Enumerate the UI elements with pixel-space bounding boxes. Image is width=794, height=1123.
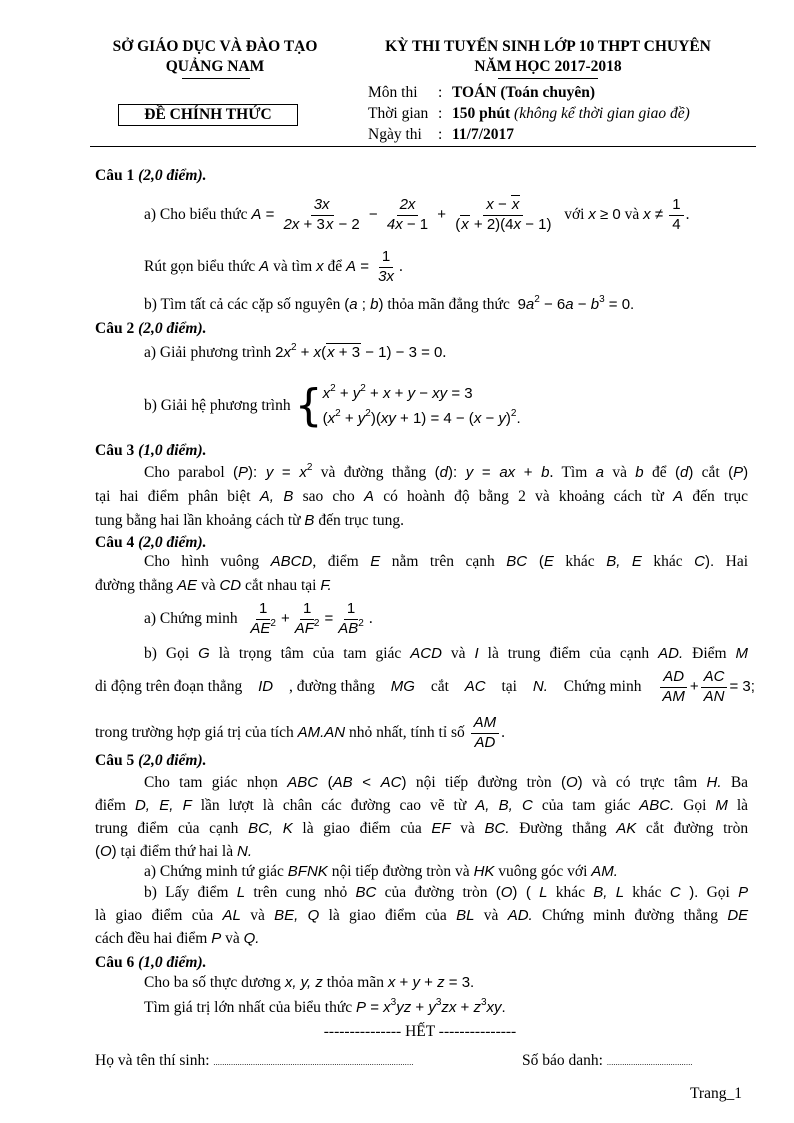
colon: : bbox=[438, 84, 443, 101]
official-exam-badge: ĐỀ CHÍNH THỨC bbox=[118, 104, 298, 126]
question-6-title: Câu 6 (1,0 điểm). bbox=[95, 954, 207, 971]
date-value: 11/7/2017 bbox=[452, 126, 515, 143]
question-3-line-3: tung bằng hai lần khoảng cách từ B đến trục tung. bbox=[95, 512, 404, 529]
school-year: NĂM HỌC 2017-2018 bbox=[474, 58, 622, 75]
colon: : bbox=[438, 105, 443, 122]
question-4b-line-1: b) Gọi G là trọng tâm của tam giác ACD và I là trung điểm của cạnh AD. Điểm M bbox=[144, 645, 749, 662]
question-5b-line-2: là giao điểm của AL và BE, Q là giao điểm của BL và AD. Chứng minh đường thẳng DE bbox=[95, 907, 749, 924]
question-4-intro-2: đường thẳng AE và CD cắt nhau tại F. bbox=[95, 577, 332, 594]
question-4a: a) Chứng minh $\frac{1}{AE^2}$ + $\frac{1}{AF^2}$ = $\frac{1}{AB^2}$ . bbox=[144, 600, 373, 637]
question-5-line-1: Cho tam giác nhọn ABC (AB < AC) nội tiếp đường tròn (O) và có trực tâm H. Ba bbox=[144, 774, 749, 791]
end-marker: --------------- HẾT --------------- bbox=[323, 1023, 517, 1040]
question-2b: b) Giải hệ phương trình { $x^2 + y^2 + x + y$ − xy = 3 $(x^2 + y^2)(xy + 1) = 4 - (x - y)^2$. bbox=[144, 380, 521, 431]
question-3-line-2: tại hai điểm phân biệt A, B sao cho A có hoành độ bằng 2 và khoảng cách từ A đến trục bbox=[95, 488, 748, 505]
question-6-line-2: Tìm giá trị lớn nhất của biểu thức $P = x^3yz + y^3zx + z^3xy$. bbox=[144, 997, 506, 1016]
question-4-intro: Cho hình vuông ABCD, điểm E nằm trên cạnh BC (E khác B, E khác C). Hai bbox=[144, 553, 749, 570]
candidate-id-field: Số báo danh: ....................................... bbox=[522, 1052, 693, 1069]
date-label: Ngày thi bbox=[368, 126, 422, 143]
time-value: 150 phút (không kể thời gian giao đề) bbox=[452, 105, 690, 122]
header-underline-left bbox=[182, 78, 250, 79]
province-name: QUẢNG NAM bbox=[165, 58, 265, 75]
question-1b: b) Tìm tất cả các cặp số nguyên (a ; b) thỏa mãn đẳng thức $9a^2 - 6a - b^3 = 0$. bbox=[144, 294, 635, 313]
question-5b-line-3: cách đều hai điểm P và Q. bbox=[95, 930, 260, 947]
candidate-name-field: Họ và tên thí sinh: ........................................................................................... bbox=[95, 1052, 414, 1069]
exam-title: KỲ THI TUYỂN SINH LỚP 10 THPT CHUYÊN bbox=[385, 38, 711, 55]
question-5-line-4: (O) tại điểm thứ hai là N. bbox=[95, 843, 252, 860]
department-name: SỞ GIÁO DỤC VÀ ĐÀO TẠO bbox=[112, 38, 318, 55]
question-1a: a) Cho biểu thức A = $\frac{3x}{2x + 3x - 2}$ − $\frac{2x}{4x - 1}$ + $\frac{x - x}{(x + 2)(4x - 1)}$ với x ≥ 0 và x ≠ $\frac{1}{4}$ . bbox=[144, 196, 690, 233]
question-4-title: Câu 4 (2,0 điểm). bbox=[95, 534, 207, 551]
question-4b-line-2: di động trên đoạn thẳng ID , đường thẳng MG cắt AC tại N. Chứng minh $\frac{AD}{AM}$ + $\frac{AC}{AN}$ = 3; bbox=[95, 668, 755, 705]
subject-label: Môn thi bbox=[368, 84, 418, 101]
page-number: Trang_1 bbox=[690, 1085, 742, 1102]
subject-value: TOÁN (Toán chuyên) bbox=[452, 84, 595, 101]
question-5-title: Câu 5 (2,0 điểm). bbox=[95, 752, 207, 769]
header-underline-right bbox=[498, 78, 598, 79]
question-5-line-3: trung điểm của cạnh BC, K là giao điểm của EF và BC. Đường thẳng AK cắt đường tròn bbox=[95, 820, 749, 837]
question-2a: a) Giải phương trình $2x^2 + x(x + 3 - 1) - 3 = 0$. bbox=[144, 342, 447, 361]
header-divider bbox=[90, 146, 756, 147]
question-1a-simplify: Rút gọn biểu thức A và tìm x để A = $\frac{1}{3x}$ . bbox=[144, 248, 403, 285]
question-5-line-2: điểm D, E, F lần lượt là chân các đường cao vẽ từ A, B, C của tam giác ABC. Gọi M là bbox=[95, 797, 749, 814]
question-2-title: Câu 2 (2,0 điểm). bbox=[95, 320, 207, 337]
question-4b-line-3: trong trường hợp giá trị của tích AM.AN nhỏ nhất, tính tỉ số $\frac{AM}{AD}$ . bbox=[95, 714, 506, 751]
question-5b-line-1: b) Lấy điểm L trên cung nhỏ BC của đường tròn (O) ( L khác B, L khác C ). Gọi P bbox=[144, 884, 749, 901]
question-3-title: Câu 3 (1,0 điểm). bbox=[95, 442, 207, 459]
question-5a: a) Chứng minh tứ giác BFNK nội tiếp đường tròn và HK vuông góc với AM. bbox=[144, 863, 618, 880]
question-3-line-1: Cho parabol (P): $y = x^2$ và đường thẳng (d): y = ax + b. Tìm a và b để (d) cắt (P) bbox=[144, 462, 749, 481]
question-6-line-1: Cho ba số thực dương x, y, z thỏa mãn x + y + z = 3. bbox=[144, 974, 475, 991]
question-1-title: Câu 1 (2,0 điểm). bbox=[95, 167, 207, 184]
time-label: Thời gian bbox=[368, 105, 429, 122]
colon: : bbox=[438, 126, 443, 143]
